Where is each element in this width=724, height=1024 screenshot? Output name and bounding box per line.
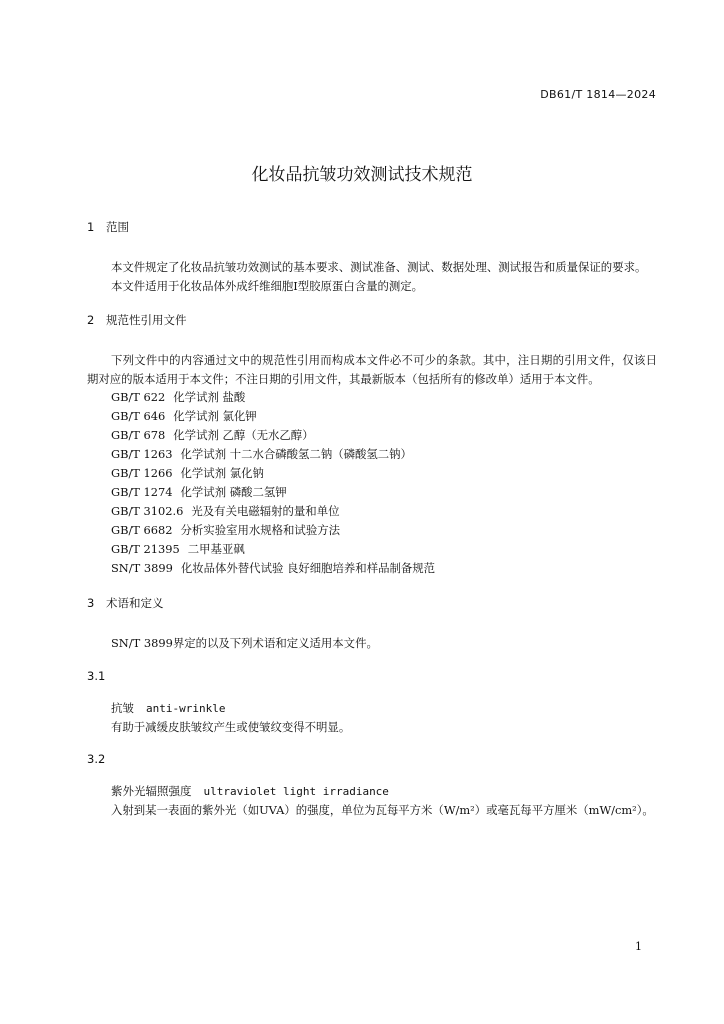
- term-number: 3.1: [87, 668, 106, 683]
- term-en: ultraviolet light irradiance: [203, 785, 389, 798]
- reference-code: SN/T 3899: [111, 561, 173, 575]
- references-intro: 下列文件中的内容通过文中的规范性引用而构成本文件必不可少的条款。其中，注日期的引用文件，仅该日期对应的版本适用于本文件；不注日期的引用文件，其最新版本（包括所有的修改单）适用于本文件。: [87, 353, 657, 386]
- reference-item: [111, 388, 657, 407]
- section-number: 1: [87, 220, 95, 234]
- document-body: [87, 218, 657, 820]
- reference-title: 化学试剂 磷酸二氢钾: [180, 485, 287, 499]
- reference-item: [111, 426, 657, 445]
- section-heading-scope: [87, 218, 657, 236]
- page-header: DB61/T 1814—2024: [540, 88, 656, 101]
- reference-item: [111, 540, 657, 559]
- term-number: 3.2: [87, 752, 106, 766]
- section-title: 术语和定义: [106, 596, 164, 610]
- reference-title: 光及有关电磁辐射的量和单位: [191, 504, 340, 518]
- term-en: anti-wrinkle: [146, 701, 226, 715]
- section-number: 3: [87, 596, 95, 610]
- reference-code: GB/T 678: [111, 428, 166, 442]
- reference-title: 化妆品体外替代试验 良好细胞培养和样品制备规范: [180, 561, 436, 575]
- reference-code: GB/T 1266: [111, 466, 173, 480]
- reference-code: GB/T 3102.6: [111, 504, 184, 518]
- term-zh: 紫外光辐照强度: [111, 784, 192, 798]
- reference-code: GB/T 21395: [111, 542, 180, 556]
- section-heading-references: [87, 311, 657, 329]
- reference-title: 分析实验室用水规格和试验方法: [180, 523, 340, 537]
- reference-item: [111, 521, 657, 540]
- reference-item: [111, 407, 657, 426]
- reference-item: [111, 483, 657, 502]
- scope-paragraph: 本文件适用于化妆品体外成纤维细胞Ⅰ型胶原蛋白含量的测定。: [111, 278, 424, 293]
- term-entry: [87, 750, 657, 820]
- section-number: 2: [87, 313, 95, 327]
- term-name: [111, 699, 657, 718]
- reference-item: [111, 559, 657, 578]
- term-definition: 有助于减缓皮肤皱纹产生或使皱纹变得不明显。: [111, 719, 351, 734]
- term-name: [111, 782, 657, 801]
- term-zh: 抗皱: [111, 700, 134, 715]
- scope-paragraph: 本文件规定了化妆品抗皱功效测试的基本要求、测试准备、测试、数据处理、测试报告和质量保证的要求。: [111, 260, 647, 274]
- reference-title: 化学试剂 十二水合磷酸氢二钠（磷酸氢二钠）: [180, 447, 412, 461]
- term-entry: [87, 667, 657, 737]
- section-heading-terms: [87, 594, 657, 612]
- reference-code: GB/T 1263: [111, 447, 173, 461]
- reference-item: [111, 502, 657, 521]
- reference-list: [87, 388, 657, 578]
- reference-code: GB/T 622: [111, 390, 166, 404]
- page-number: 1: [635, 940, 642, 953]
- reference-code: GB/T 6682: [111, 523, 173, 537]
- term-definition: 入射到某一表面的紫外光（如UVA）的强度，单位为瓦每平方米（W/m²）或毫瓦每平方厘米（mW/cm²）。: [111, 803, 654, 817]
- reference-code: GB/T 1274: [111, 485, 173, 499]
- section-title: 规范性引用文件: [106, 313, 187, 327]
- section-title: 范围: [106, 220, 129, 234]
- document-title: 化妆品抗皱功效测试技术规范: [251, 165, 473, 185]
- reference-title: 化学试剂 氯化钠: [180, 466, 264, 480]
- reference-item: [111, 445, 657, 464]
- reference-title: 化学试剂 盐酸: [173, 390, 246, 404]
- reference-item: [111, 464, 657, 483]
- terms-intro: SN/T 3899界定的以及下列术语和定义适用本文件。: [111, 636, 378, 650]
- reference-title: 二甲基亚砜: [187, 542, 245, 556]
- reference-title: 化学试剂 氯化钾: [173, 409, 257, 423]
- reference-code: GB/T 646: [111, 409, 166, 423]
- reference-title: 化学试剂 乙醇（无水乙醇）: [173, 428, 314, 442]
